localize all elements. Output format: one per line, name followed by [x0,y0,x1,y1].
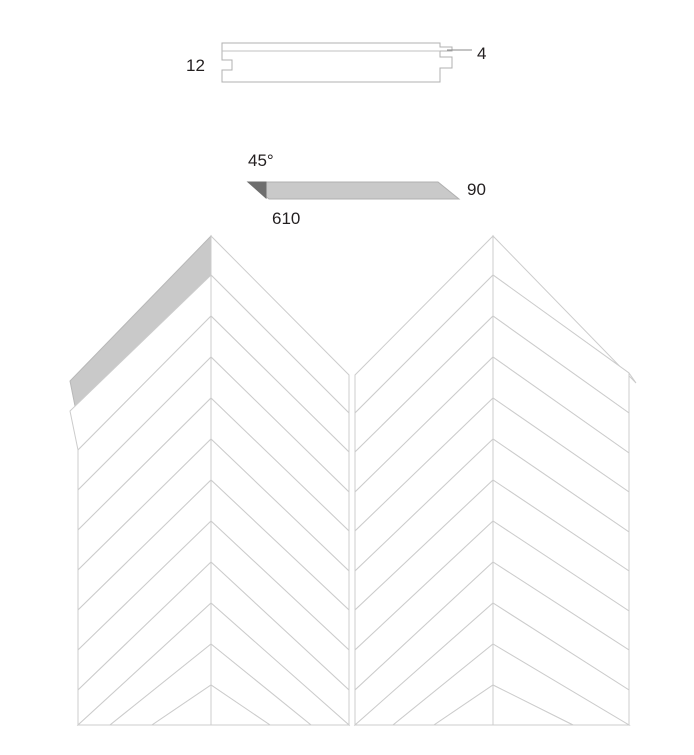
label-width: 90 [467,180,486,199]
section-tongue-right [440,57,452,68]
profile-cross-section [222,43,472,82]
chevron-layout-pattern [70,236,636,725]
label-length: 610 [272,209,301,228]
single-board-plan [248,182,459,199]
angle-corner-wedge [248,182,266,198]
label-angle: 45° [248,151,274,170]
board-parallelogram [248,182,459,199]
section-body-outline [222,43,452,82]
label-tongue: 4 [477,44,487,63]
label-thickness: 12 [186,56,205,75]
section-groove-left [222,60,232,70]
